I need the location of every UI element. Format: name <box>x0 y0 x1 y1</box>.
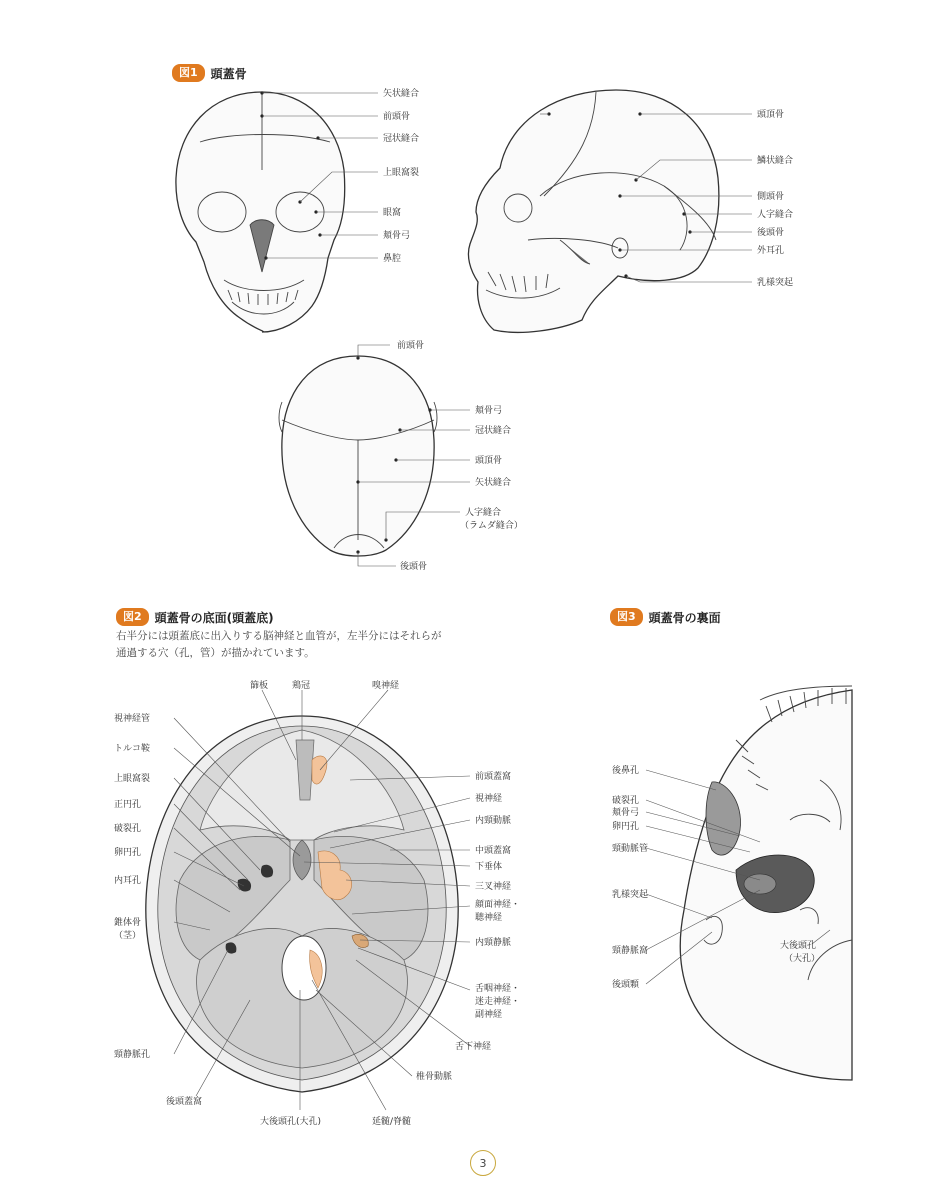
label-trigeminal-nerve: 三叉神経 <box>475 882 512 892</box>
label-lambdoid-suture: 人字縫合 <box>757 210 794 220</box>
label-glossopharyngeal-nerve: 舌咽神経・ <box>475 984 521 994</box>
label-anterior-cranial-fossa: 前頭蓋窩 <box>475 772 512 782</box>
label-foramen-magnum: 大後頭孔(大孔) <box>260 1117 322 1127</box>
fig1-badge: 図1 <box>172 64 205 82</box>
fig2-description-line1: 右半分には頭蓋底に出入りする脳神経と血管が，左半分にはそれらが <box>116 630 442 642</box>
label-external-acoustic-meatus: 外耳孔 <box>757 246 785 256</box>
fig1-title: 頭蓋骨 <box>210 66 247 81</box>
page-number-text: 3 <box>479 1156 487 1170</box>
label-crista-galli: 鶏冠 <box>292 681 311 691</box>
label-frontal-bone: 前頭骨 <box>383 112 411 122</box>
label-zygomatic-arch: 頬骨弓 <box>383 231 411 241</box>
label-superior-orbital-fissure: 上眼窩裂 <box>383 168 420 178</box>
label-top-lambda-suture-alt: （ラムダ縫合） <box>460 521 523 531</box>
skull-side-illustration <box>468 90 718 332</box>
label-vertebral-artery: 椎骨動脈 <box>416 1072 453 1082</box>
label-carotid-canal: 頸動脈管 <box>612 844 649 854</box>
label-sella-turcica: トルコ鞍 <box>114 744 151 754</box>
fig2-left-labels <box>114 712 151 1060</box>
fig2-description-line2: 通過する穴（孔，管）が描かれています。 <box>116 647 315 659</box>
label-optic-nerve: 視神経 <box>475 794 503 804</box>
label-nasal-cavity: 鼻腔 <box>383 254 402 264</box>
cranial-base-illustration <box>146 716 458 1092</box>
label-u-foramen-ovale: 卵円孔 <box>612 822 640 832</box>
label-u-foramen-magnum-alt: （大孔） <box>784 954 821 964</box>
label-petrous-bone: 錐体骨 <box>114 918 142 928</box>
label-olfactory-nerve: 嗅神経 <box>372 681 400 691</box>
label-middle-cranial-fossa: 中頭蓋窩 <box>475 846 512 856</box>
label-orbit: 眼窩 <box>383 208 402 218</box>
label-medulla-spinal-cord: 延髄/脊髄 <box>372 1117 412 1127</box>
label-temporal-bone: 側頭骨 <box>757 192 785 202</box>
label-optic-canal: 視神経管 <box>114 714 151 724</box>
label-internal-acoustic-meatus: 内耳孔 <box>114 876 142 886</box>
skull-underside-illustration <box>680 686 852 1080</box>
fig2-badge: 図2 <box>116 608 149 626</box>
label-auditory-nerve: 聴神経 <box>475 913 503 923</box>
label-internal-jugular-vein: 内頸静脈 <box>475 938 512 948</box>
label-top-parietal-bone: 頭頂骨 <box>475 456 503 466</box>
label-jugular-fossa: 頸静脈窩 <box>612 946 649 956</box>
fig1-front-labels <box>383 87 419 264</box>
label-occipital-bone: 後頭骨 <box>757 228 785 238</box>
skull-top-illustration <box>279 356 437 556</box>
label-u-foramen-lacerum: 破裂孔 <box>612 796 640 806</box>
label-jugular-foramen: 頸静脈孔 <box>114 1050 151 1060</box>
fig3-title: 頭蓋骨の裏面 <box>648 610 721 625</box>
label-vagus-nerve: 迷走神経・ <box>475 997 521 1007</box>
fig2-title: 頭蓋骨の底面(頭蓋底) <box>154 610 274 625</box>
fig1-side-labels <box>757 109 793 288</box>
label-u-mastoid-process: 乳様突起 <box>612 890 649 900</box>
label-squamous-suture: 鱗状縫合 <box>757 156 794 166</box>
fig3-badge: 図3 <box>610 608 643 626</box>
label-top-lambdoid-suture: 人字縫合 <box>465 508 502 518</box>
label-choanae: 後鼻孔 <box>612 766 640 776</box>
label-coronal-suture: 冠状縫合 <box>383 134 420 144</box>
label-occipital-condyle: 後頭顆 <box>612 980 640 990</box>
label-pituitary: 下垂体 <box>475 862 503 872</box>
label-mastoid-process: 乳様突起 <box>757 278 794 288</box>
label-u-foramen-magnum: 大後頭孔 <box>780 941 817 951</box>
label-posterior-cranial-fossa: 後頭蓋窩 <box>166 1097 203 1107</box>
label-foramen-lacerum: 破裂孔 <box>114 824 142 834</box>
fig2-top-labels <box>250 679 399 691</box>
label-parietal-bone: 頭頂骨 <box>757 110 785 120</box>
label-accessory-nerve: 副神経 <box>475 1010 503 1020</box>
label-u-zygomatic-arch: 頬骨弓 <box>612 808 640 818</box>
label-cribriform-plate: 篩板 <box>250 681 269 691</box>
page-number <box>470 1150 496 1176</box>
label-superior-orbital-fissure-base: 上眼窩裂 <box>114 774 151 784</box>
label-foramen-rotundum: 正円孔 <box>114 800 142 810</box>
label-top-sagittal-suture: 矢状縫合 <box>475 478 512 488</box>
label-hypoglossal-nerve: 舌下神経 <box>455 1042 492 1052</box>
label-sagittal-suture: 矢状縫合 <box>383 89 420 99</box>
label-top-occipital-bone: 後頭骨 <box>400 562 428 572</box>
label-foramen-ovale: 卵円孔 <box>114 848 142 858</box>
label-top-frontal-bone: 前頭骨 <box>397 341 425 351</box>
fig2-bottom-labels <box>166 1095 411 1127</box>
label-petrous-bone-stem: （茎） <box>114 931 142 941</box>
label-internal-carotid-artery: 内頸動脈 <box>475 816 512 826</box>
label-facial-nerve: 顔面神経・ <box>475 900 521 910</box>
label-top-coronal-suture: 冠状縫合 <box>475 426 512 436</box>
label-top-zygomatic-arch: 頬骨弓 <box>475 406 503 416</box>
